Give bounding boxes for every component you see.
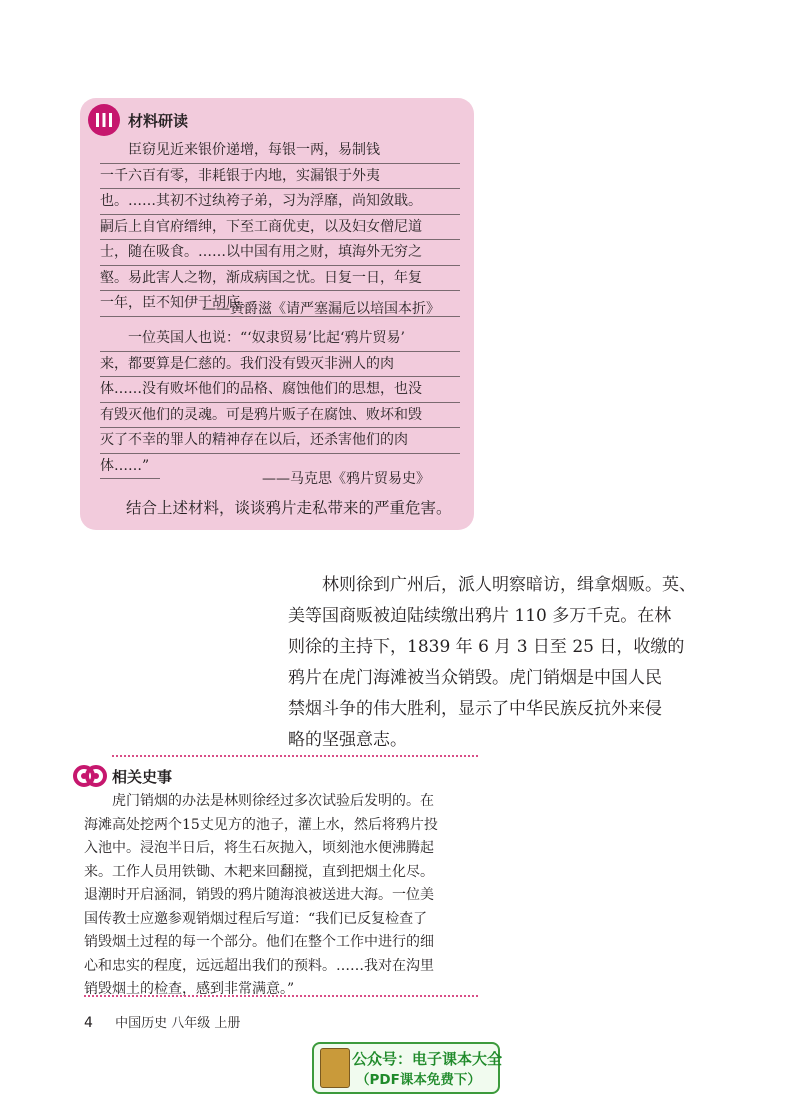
history-line: 退潮时开启涵洞，销毁的鸦片随海浪被送进大海。一位美 <box>84 887 434 903</box>
page-number: 4 <box>84 1015 93 1031</box>
passage-line: 一年，臣不知伊于胡底。 <box>100 291 460 317</box>
book-badge-icon <box>88 104 120 136</box>
passage-2 <box>100 326 460 479</box>
column-bars-icon <box>93 109 115 131</box>
passage-line: 来，都要算是仁慈的。我们没有毁灭非洲人的肉 <box>100 352 460 378</box>
history-line: 销毁烟土的检查，感到非常满意。” <box>84 981 295 997</box>
source-citation-1: ——黄爵滋《请严塞漏卮以培国本折》 <box>202 301 440 317</box>
body-line: 美等国商贩被迫陆续缴出鸦片 110 多万千克。在林 <box>288 606 672 626</box>
history-title: 相关史事 <box>112 768 173 786</box>
body-line: 则徐的主持下，1839 年 6 月 3 日至 25 日，收缴的 <box>288 637 685 657</box>
reading-task: 结合上述材料，谈谈鸦片走私带来的严重危害。 <box>126 499 452 517</box>
reading-header <box>88 104 188 136</box>
watermark-line-1: 公众号：电子课本大全 <box>352 1050 503 1068</box>
source-citation-2: ——马克思《鸦片贸易史》 <box>262 471 430 487</box>
page-footer <box>84 1012 240 1031</box>
passage-1 <box>100 138 460 317</box>
passage-line: 士，随在吸食。……以中国有用之财，填海外无穷之 <box>100 240 460 266</box>
body-line: 略的坚强意志。 <box>288 730 407 750</box>
history-text <box>84 790 476 1002</box>
passage-line: 壑。易此害人之物，渐成病国之忧。日复一日，年复 <box>100 266 460 292</box>
passage-line: 一千六百有零，非耗银于内地，实漏银于外夷 <box>100 164 460 190</box>
body-line: 鸦片在虎门海滩被当众销毁。虎门销烟是中国人民 <box>288 668 662 688</box>
passage-line: 有毁灭他们的灵魂。可是鸦片贩子在腐蚀、败坏和毁 <box>100 403 460 429</box>
passage-line: 嗣后上自官府缙绅，下至工商优吏，以及妇女僧尼道 <box>100 215 460 241</box>
reading-title: 材料研读 <box>128 111 189 130</box>
book-title: 中国历史 八年级 上册 <box>115 1016 241 1031</box>
passage-line: 灭了不幸的罪人的精神存在以后，还杀害他们的肉 <box>100 428 460 454</box>
passage-line: 体……” <box>100 454 160 480</box>
history-line: 销毁烟土过程的每一个部分。他们在整个工作中进行的细 <box>84 934 434 950</box>
divider-top <box>112 755 478 757</box>
history-line: 入池中。浸泡半日后，将生石灰抛入，顷刻池水便沸腾起 <box>84 840 434 856</box>
passage-line: 臣窃见近来银价递增，每银一两，易制钱 <box>100 138 460 164</box>
watermark-banner <box>312 1042 503 1094</box>
history-line: 虎门销烟的办法是林则徐经过多次试验后发明的。在 <box>112 793 434 809</box>
swirl-icon <box>72 760 108 792</box>
history-line: 来。工作人员用铁锄、木耙来回翻搅，直到把烟土化尽。 <box>84 863 434 880</box>
history-line: 国传教士应邀参观销烟过程后写道：“我们已反复检查了 <box>84 910 428 927</box>
body-line: 禁烟斗争的伟大胜利，显示了中华民族反抗外来侵 <box>288 699 662 719</box>
book-icon <box>320 1048 350 1088</box>
watermark-line-2: （PDF课本免费下） <box>356 1072 481 1088</box>
passage-line: 也。……其初不过纨袴子弟，习为浮靡，尚知敛戢。 <box>100 189 460 215</box>
history-line: 心和忠实的程度，远远超出我们的预料。……我对在沟里 <box>84 957 434 974</box>
passage-line: 一位英国人也说：“‘奴隶贸易’比起‘鸦片贸易’ <box>100 326 460 352</box>
passage-line: 体……没有败坏他们的品格、腐蚀他们的思想，也没 <box>100 377 460 403</box>
body-paragraph <box>288 570 718 756</box>
body-line: 林则徐到广州后，派人明察暗访，缉拿烟贩。英、 <box>322 575 696 595</box>
material-reading-box <box>80 98 474 530</box>
history-line: 海滩高处挖两个15丈见方的池子，灌上水，然后将鸦片投 <box>84 816 438 833</box>
divider-bottom <box>84 995 478 997</box>
